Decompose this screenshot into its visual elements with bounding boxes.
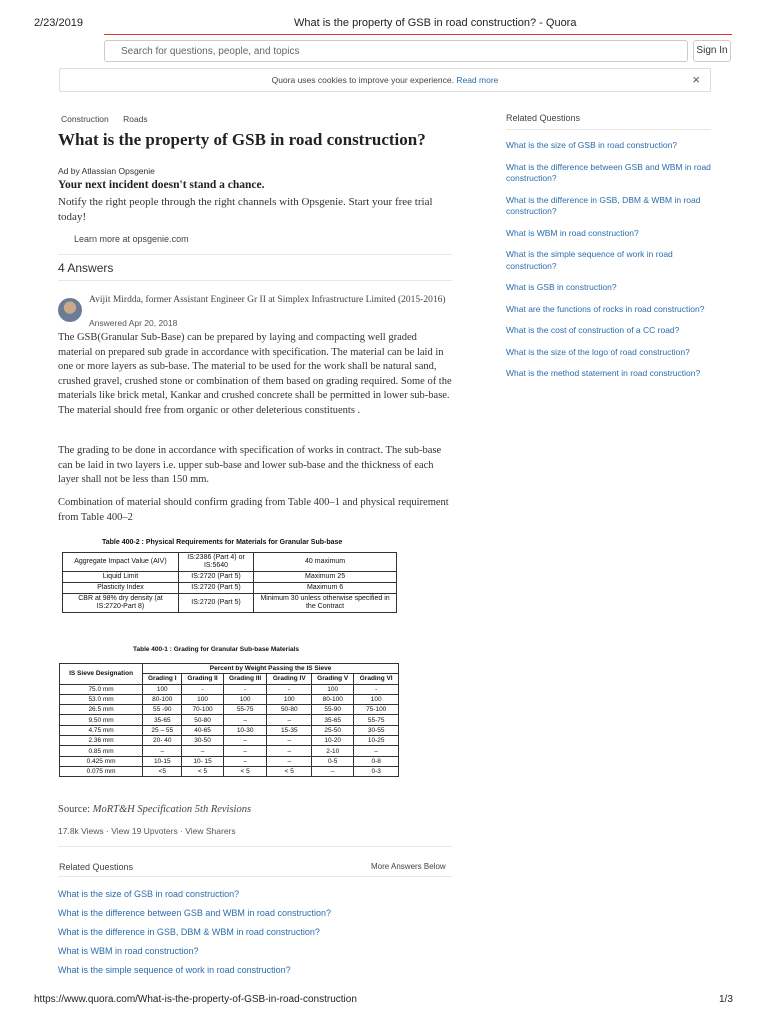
table-cell: Aggregate Impact Value (AIV) bbox=[63, 553, 179, 572]
sidebar-related-questions bbox=[506, 113, 711, 390]
divider bbox=[58, 876, 452, 877]
sidebar-list bbox=[506, 140, 711, 380]
table-cell: 9.50 mm bbox=[60, 715, 143, 725]
cookie-text: Quora uses cookies to improve your experience. bbox=[271, 75, 454, 85]
table-cell: < 5 bbox=[267, 766, 312, 776]
table-cell: IS:2720 (Part 5) bbox=[178, 594, 253, 613]
question-title: What is the property of GSB in road construction? bbox=[58, 130, 426, 149]
table-cell: 10-15 bbox=[143, 756, 182, 766]
table-row bbox=[60, 746, 399, 756]
table-cell: – bbox=[143, 746, 182, 756]
answers-count: 4 Answers bbox=[58, 261, 114, 275]
divider bbox=[58, 280, 452, 281]
print-url: https://www.quora.com/What-is-the-property-of-GSB-in-road-construction bbox=[34, 994, 357, 1005]
print-page-number: 1/3 bbox=[719, 994, 733, 1005]
table-header-grading: Grading III bbox=[223, 674, 267, 684]
sidebar-question-link[interactable]: What is GSB in construction? bbox=[506, 282, 617, 292]
table-cell: 40-65 bbox=[182, 725, 223, 735]
sidebar-question-link[interactable]: What is the method statement in road construction? bbox=[506, 368, 701, 378]
related-question-link[interactable]: What is the size of GSB in road construction? bbox=[58, 889, 240, 899]
table-cell: 100 bbox=[354, 694, 399, 704]
related-questions-heading: Related Questions bbox=[59, 862, 134, 872]
table-cell: 30-50 bbox=[182, 736, 223, 746]
table-header-span: Percent by Weight Passing the IS Sieve bbox=[143, 664, 399, 674]
table-cell: <5 bbox=[143, 766, 182, 776]
table-row bbox=[60, 715, 399, 725]
table-row bbox=[60, 694, 399, 704]
table-cell: - bbox=[267, 684, 312, 694]
table-header-sieve: IS Sieve Designation bbox=[60, 664, 143, 685]
table-cell: - bbox=[354, 684, 399, 694]
table-cell: 0.425 mm bbox=[60, 756, 143, 766]
topic-construction[interactable]: Construction bbox=[61, 114, 109, 124]
table-cell: 80-100 bbox=[312, 694, 354, 704]
table-cell: CBR at 98% dry density (at IS:2720-Part 8) bbox=[63, 594, 179, 613]
table-header-grading: Grading IV bbox=[267, 674, 312, 684]
table-cell: – bbox=[267, 746, 312, 756]
ad-sponsor: Ad by Atlassian Opsgenie bbox=[58, 166, 155, 176]
ad-learn-more-link[interactable]: Learn more at opsgenie.com bbox=[74, 234, 189, 244]
table-row bbox=[60, 766, 399, 776]
table-cell: 75-100 bbox=[354, 705, 399, 715]
cookie-read-more-link[interactable]: Read more bbox=[456, 75, 499, 85]
answer-paragraph-3: Combination of material should confirm grading from Table 400–1 and physical requirement from Table 400–2 bbox=[58, 497, 449, 523]
table-row bbox=[60, 684, 399, 694]
topic-roads[interactable]: Roads bbox=[123, 114, 148, 124]
table-cell: 25 – 55 bbox=[143, 725, 182, 735]
table-header-grading: Grading VI bbox=[354, 674, 399, 684]
table-cell: 20- 40 bbox=[143, 736, 182, 746]
table-cell: Maximum 25 bbox=[254, 572, 397, 583]
more-answers-below-link[interactable]: More Answers Below bbox=[371, 862, 446, 871]
answer-source bbox=[58, 804, 251, 815]
sidebar-question-link[interactable]: What is the simple sequence of work in road construction? bbox=[506, 249, 673, 271]
answer-paragraph-2: The grading to be done in accordance with specification of works in contract. The sub-base can be laid in two layers i.e. upper sub-base and lower sub-base and the thickness of each layer shall not be less than 150 mm. bbox=[58, 445, 442, 486]
print-date: 2/23/2019 bbox=[34, 17, 83, 29]
table-cell: 100 bbox=[182, 694, 223, 704]
table-row bbox=[60, 756, 399, 766]
table-cell: 75.0 mm bbox=[60, 684, 143, 694]
table-cell: 25-50 bbox=[312, 725, 354, 735]
sidebar-question-link[interactable]: What is WBM in road construction? bbox=[506, 227, 639, 238]
source-title: MoRT&H Specification 5th Revisions bbox=[92, 804, 252, 815]
sidebar-question-link[interactable]: What is the size of GSB in road construction? bbox=[506, 140, 678, 150]
table-row bbox=[60, 736, 399, 746]
table-cell: 100 bbox=[312, 684, 354, 694]
answer-author[interactable]: Avijit Mirdda, former Assistant Engineer Gr II at Simplex Infrastructure Limited (2015-2016) bbox=[89, 295, 446, 305]
table-cell: – bbox=[223, 756, 267, 766]
answer-date: Answered Apr 20, 2018 bbox=[89, 318, 178, 328]
top-bar bbox=[104, 34, 732, 64]
table-cell: - bbox=[223, 684, 267, 694]
table-cell: Minimum 30 unless otherwise specified in the Contract bbox=[254, 594, 397, 613]
table-cell: 40 maximum bbox=[254, 553, 397, 572]
table-cell: 2-10 bbox=[312, 746, 354, 756]
table-cell: – bbox=[267, 715, 312, 725]
table-header-grading: Grading II bbox=[182, 674, 223, 684]
related-question-link[interactable]: What is the difference in GSB, DBM & WBM in road construction? bbox=[58, 927, 320, 937]
table-row bbox=[60, 725, 399, 735]
table-cell: IS:2720 (Part 5) bbox=[178, 572, 253, 583]
table-cell: 10-25 bbox=[354, 736, 399, 746]
table-cell: 26.5 mm bbox=[60, 705, 143, 715]
table-cell: 10- 15 bbox=[182, 756, 223, 766]
table-cell: 0-5 bbox=[312, 756, 354, 766]
table-cell: 0-3 bbox=[354, 766, 399, 776]
table-cell: 4.75 mm bbox=[60, 725, 143, 735]
table-cell: 10-30 bbox=[223, 725, 267, 735]
print-footer bbox=[0, 994, 768, 1014]
table-cell: 0.85 mm bbox=[60, 746, 143, 756]
table-header-grading: Grading V bbox=[312, 674, 354, 684]
table-header-grading: Grading I bbox=[143, 674, 182, 684]
table-row bbox=[63, 583, 397, 594]
table-cell: Liquid Limit bbox=[63, 572, 179, 583]
close-icon[interactable]: × bbox=[692, 72, 700, 87]
ad-body: Notify the right people through the right channels with Opsgenie. Start your free trial today! bbox=[58, 196, 433, 223]
table-cell: 55-75 bbox=[223, 705, 267, 715]
answer-paragraph-1: The GSB(Granular Sub-Base) can be prepared by laying and compacting well graded material on prepared sub grade in accordance with specification. The material can be laid in one or more layers as sub-base. The material to be used for the work shall be natural sand, crushed gravel, crushed stone or combination of them based on grading required. Some of the materials like brick metal, Kankar and crushed concrete shall be permitted in lower sub-base. The material should free from organic or other deleterious constituents . bbox=[58, 332, 452, 416]
table-row bbox=[63, 572, 397, 583]
table-cell: 35-65 bbox=[143, 715, 182, 725]
answer-stats[interactable]: 17.8k Views · View 19 Upvoters · View Sharers bbox=[58, 826, 236, 836]
topic-list bbox=[61, 114, 160, 124]
table-cell: < 5 bbox=[223, 766, 267, 776]
print-page-title: What is the property of GSB in road construction? - Quora bbox=[294, 17, 577, 29]
table-cell: 2.36 mm bbox=[60, 736, 143, 746]
table-cell: IS:2386 (Part 4) or IS:5640 bbox=[178, 553, 253, 572]
table-cell: 15-35 bbox=[267, 725, 312, 735]
table-cell: 100 bbox=[267, 694, 312, 704]
table-cell: IS:2720 (Part 5) bbox=[178, 583, 253, 594]
table-row bbox=[63, 553, 397, 572]
table-cell: – bbox=[312, 766, 354, 776]
table-400-2-title: Table 400-2 : Physical Requirements for Materials for Granular Sub-base bbox=[102, 539, 343, 546]
divider bbox=[58, 254, 452, 255]
table-400-2 bbox=[62, 552, 397, 613]
table-cell: – bbox=[267, 736, 312, 746]
search-input[interactable]: Search for questions, people, and topics bbox=[104, 40, 688, 62]
sidebar-question-link[interactable]: What are the functions of rocks in road construction? bbox=[506, 303, 705, 314]
divider bbox=[58, 846, 452, 847]
related-questions-list bbox=[58, 889, 331, 984]
table-cell: 53.0 mm bbox=[60, 694, 143, 704]
table-400-1-title: Table 400-1 : Grading for Granular Sub-base Materials bbox=[133, 646, 300, 653]
sidebar-question-link[interactable]: What is the difference between GSB and WBM in road construction? bbox=[506, 161, 711, 183]
table-cell: 50-80 bbox=[182, 715, 223, 725]
table-cell: Maximum 6 bbox=[254, 583, 397, 594]
table-cell: – bbox=[354, 746, 399, 756]
table-cell: 30-55 bbox=[354, 725, 399, 735]
ad-headline[interactable]: Your next incident doesn't stand a chance. bbox=[58, 179, 265, 191]
table-cell: 0.075 mm bbox=[60, 766, 143, 776]
table-cell: 35-65 bbox=[312, 715, 354, 725]
table-cell: – bbox=[223, 715, 267, 725]
table-cell: 55 -90 bbox=[143, 705, 182, 715]
sidebar-heading: Related Questions bbox=[506, 113, 711, 130]
table-cell: 55-75 bbox=[354, 715, 399, 725]
table-cell: 10-20 bbox=[312, 736, 354, 746]
table-cell: 55-90 bbox=[312, 705, 354, 715]
table-row bbox=[60, 705, 399, 715]
table-cell: – bbox=[223, 736, 267, 746]
table-cell: 100 bbox=[223, 694, 267, 704]
table-cell: 50-80 bbox=[267, 705, 312, 715]
related-question-link[interactable]: What is WBM in road construction? bbox=[58, 946, 199, 956]
avatar[interactable] bbox=[58, 298, 82, 322]
table-cell: 70-100 bbox=[182, 705, 223, 715]
sidebar-question-link[interactable]: What is the cost of construction of a CC road? bbox=[506, 325, 680, 335]
table-cell: - bbox=[182, 684, 223, 694]
table-cell: 100 bbox=[143, 684, 182, 694]
table-cell: – bbox=[223, 746, 267, 756]
table-400-1 bbox=[59, 663, 399, 777]
table-cell: 80-100 bbox=[143, 694, 182, 704]
table-cell: < 5 bbox=[182, 766, 223, 776]
table-row bbox=[63, 594, 397, 613]
table-cell: 0-8 bbox=[354, 756, 399, 766]
sign-in-button[interactable]: Sign In bbox=[693, 40, 731, 62]
sidebar-question-link[interactable]: What is the size of the logo of road construction? bbox=[506, 346, 690, 357]
related-question-link[interactable]: What is the simple sequence of work in road construction? bbox=[58, 965, 291, 975]
table-cell: – bbox=[267, 756, 312, 766]
table-cell: Plasticity Index bbox=[63, 583, 179, 594]
table-cell: – bbox=[182, 746, 223, 756]
cookie-banner bbox=[59, 68, 711, 92]
sidebar-question-link[interactable]: What is the difference in GSB, DBM & WBM in road construction? bbox=[506, 194, 701, 216]
source-prefix: Source: bbox=[58, 804, 93, 815]
related-question-link[interactable]: What is the difference between GSB and WBM in road construction? bbox=[58, 908, 331, 918]
